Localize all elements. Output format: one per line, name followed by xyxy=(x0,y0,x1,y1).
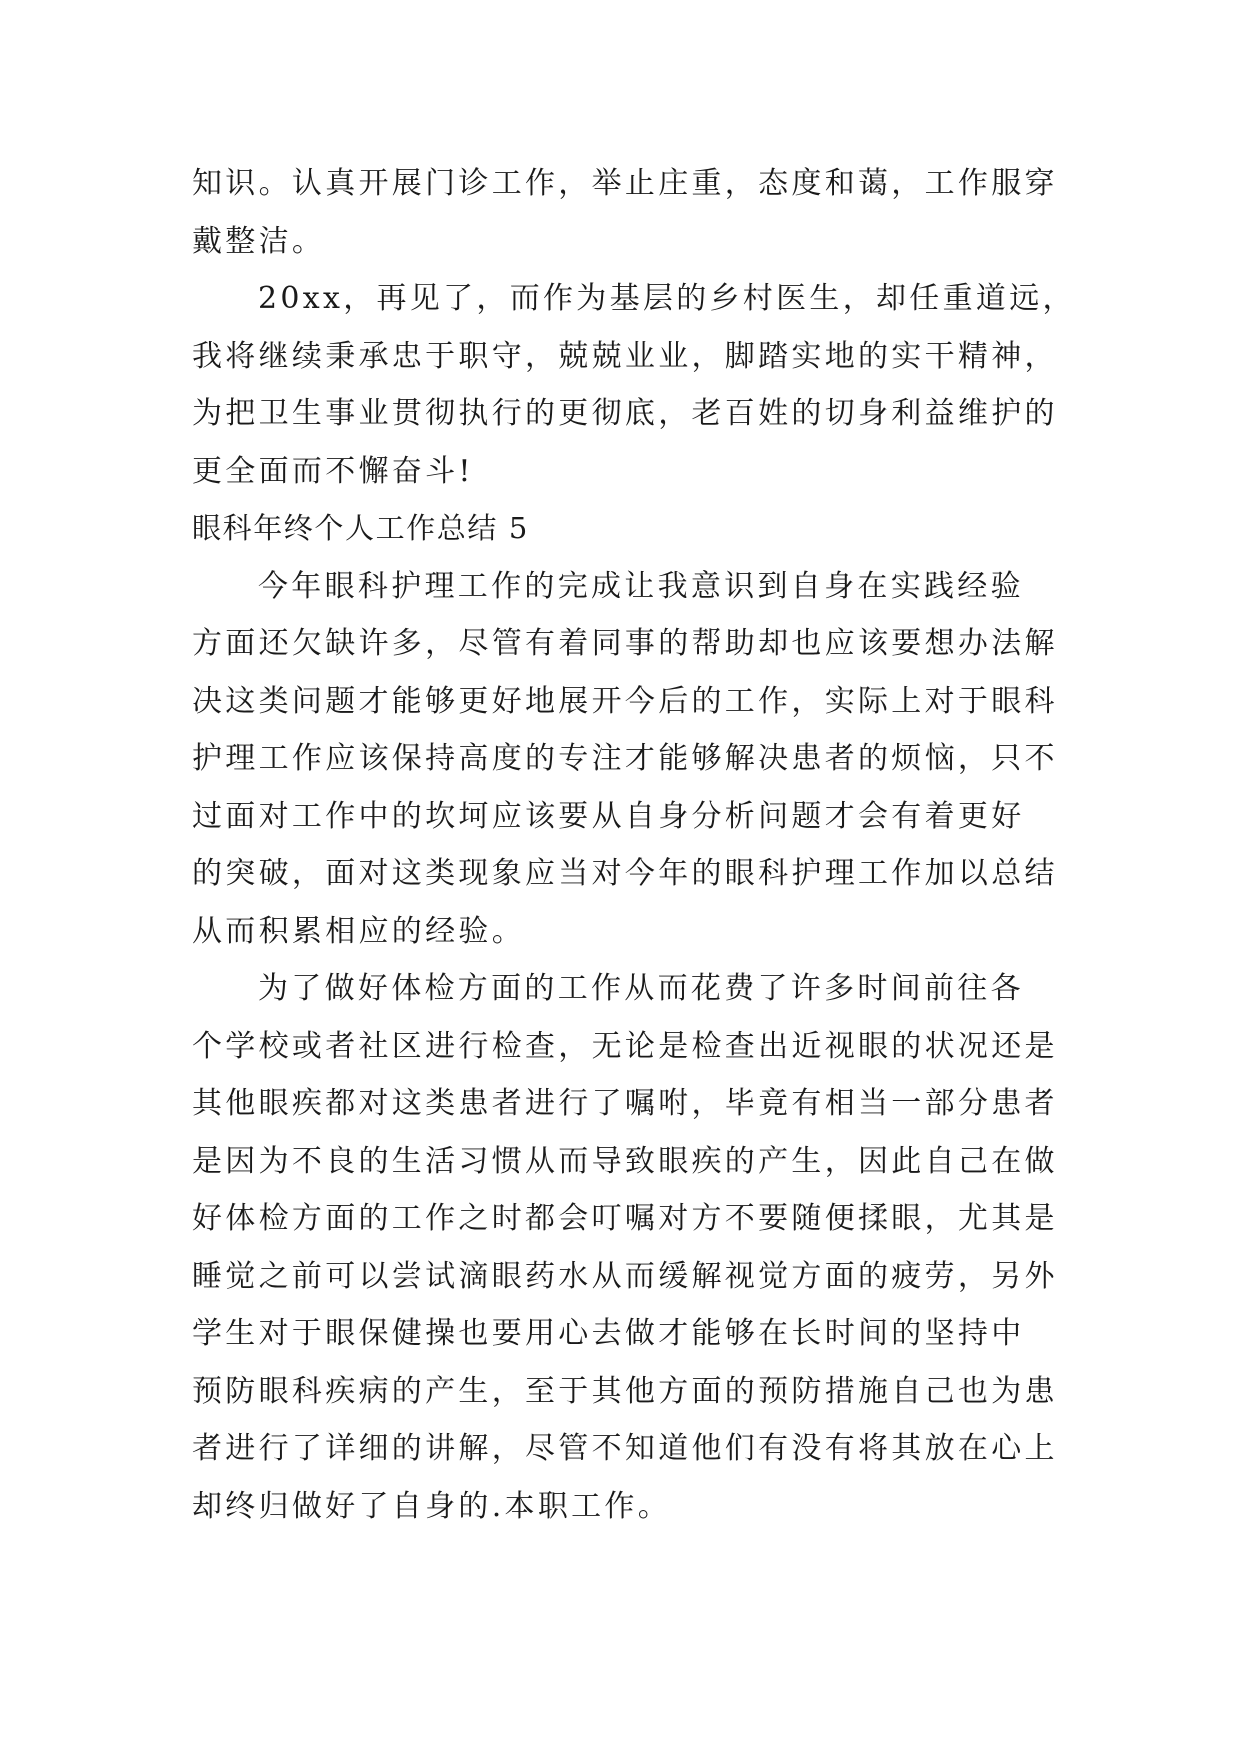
text-line: 是因为不良的生活习惯从而导致眼疾的产生，因此自己在做 xyxy=(192,1143,1058,1179)
section-heading: 眼科年终个人工作总结 5 xyxy=(192,511,529,545)
text-line: 为了做好体检方面的工作从而花费了许多时间前往各 xyxy=(258,971,1024,1006)
text-line: 今年眼科护理工作的完成让我意识到自身在实践经验 xyxy=(258,568,1024,604)
text-line: 护理工作应该保持高度的专注才能够解决患者的烦恼，只不 xyxy=(192,741,1058,776)
text-line: 20xx，再见了，而作为基层的乡村医生，却任重道远， xyxy=(258,281,1076,316)
text-line: 学生对于眼保健操也要用心去做才能够在长时间的坚持中 xyxy=(192,1316,1025,1351)
text-line: 预防眼科疾病的产生，至于其他方面的预防措施自己也为患 xyxy=(192,1373,1058,1409)
text-line: 更全面而不懈奋斗! xyxy=(192,453,474,489)
text-line: 方面还欠缺许多，尽管有着同事的帮助却也应该要想办法解 xyxy=(192,626,1058,661)
text-line: 好体检方面的工作之时都会叮嘱对方不要随便揉眼，尤其是 xyxy=(192,1201,1058,1236)
paragraph-1 xyxy=(192,155,1060,270)
text-line: 为把卫生事业贯彻执行的更彻底，老百姓的切身利益维护的 xyxy=(192,396,1058,431)
text-line: 从而积累相应的经验。 xyxy=(192,913,525,949)
text-line: 我将继续秉承忠于职守，兢兢业业，脚踏实地的实干精神， xyxy=(192,338,1058,374)
text-line: 其他眼疾都对这类患者进行了嘱咐，毕竟有相当一部分患者 xyxy=(192,1086,1058,1121)
text-line: 却终归做好了自身的.本职工作。 xyxy=(192,1488,672,1524)
document-body xyxy=(192,155,1076,1535)
text-line: 个学校或者社区进行检查，无论是检查出近视眼的状况还是 xyxy=(192,1028,1058,1064)
paragraph-3 xyxy=(192,558,1060,961)
text-line: 戴整洁。 xyxy=(192,223,326,259)
text-line: 过面对工作中的坎坷应该要从自身分析问题才会有着更好 xyxy=(192,798,1025,834)
text-line: 决这类问题才能够更好地展开今后的工作，实际上对于眼科 xyxy=(192,683,1058,719)
paragraph-2 xyxy=(192,270,1076,500)
text-line: 者进行了详细的讲解，尽管不知道他们有没有将其放在心上 xyxy=(192,1431,1058,1466)
text-line: 知识。认真开展门诊工作，举止庄重，态度和蔼，工作服穿 xyxy=(192,166,1058,201)
paragraph-4 xyxy=(192,960,1060,1535)
text-line: 睡觉之前可以尝试滴眼药水从而缓解视觉方面的疲劳，另外 xyxy=(192,1258,1058,1294)
text-line: 的突破，面对这类现象应当对今年的眼科护理工作加以总结 xyxy=(192,856,1058,891)
